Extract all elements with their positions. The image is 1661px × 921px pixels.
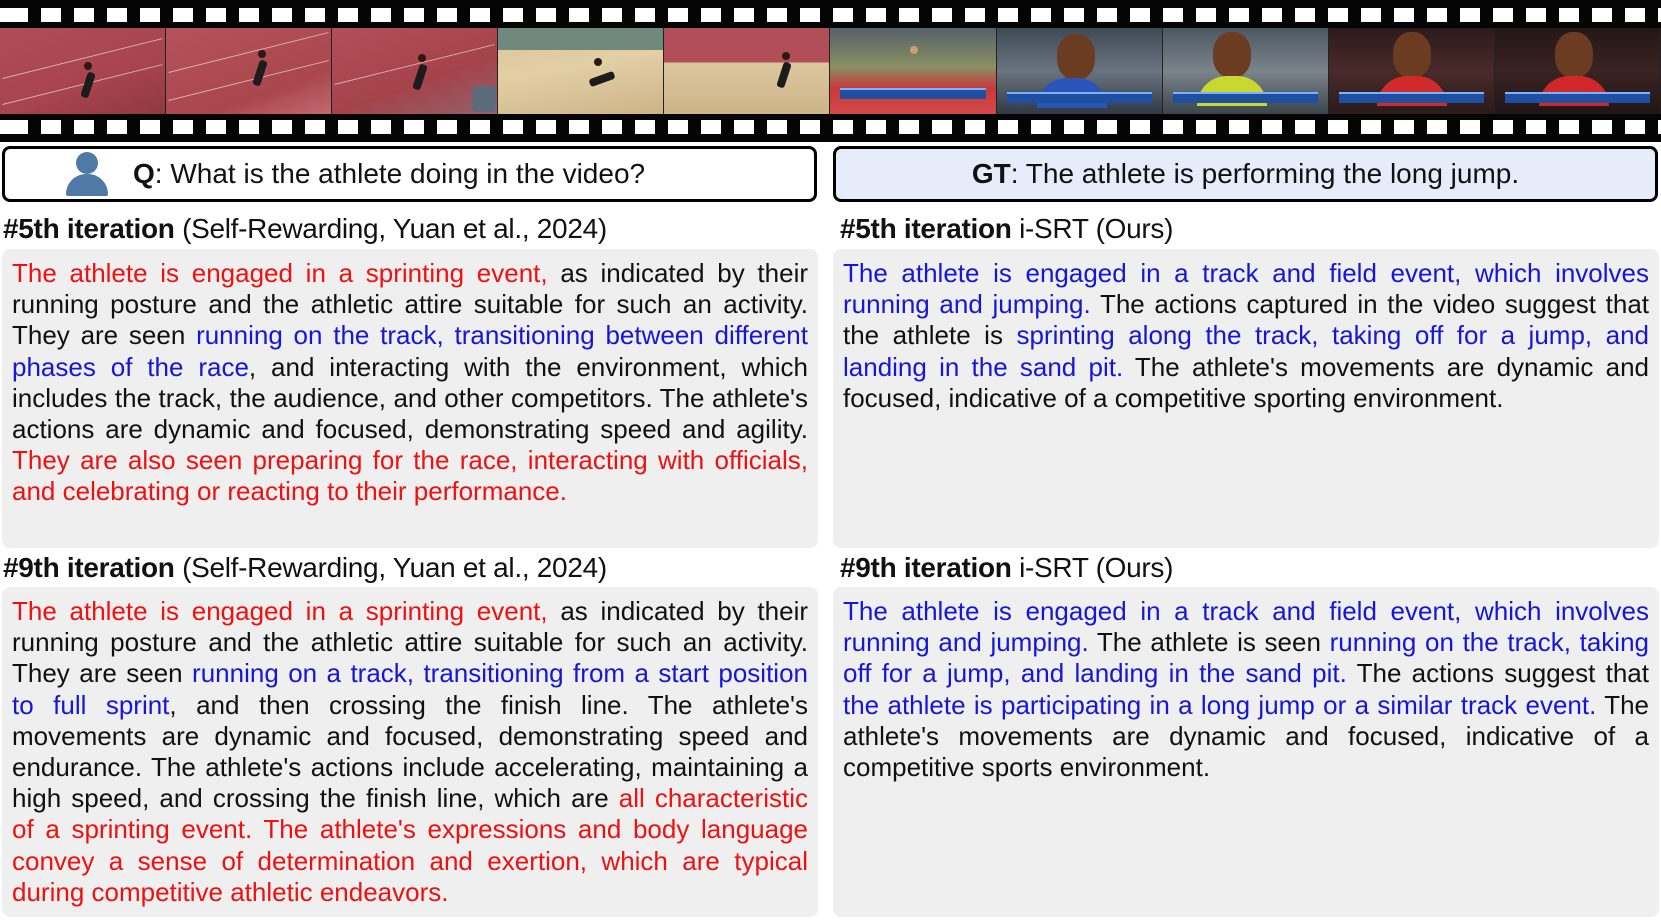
heading-method: i-SRT (Ours) — [1011, 213, 1174, 244]
text-segment: , and interacting with the environment, which includes the track, the audience, and other competitors. The athlete's actions are dynamic and focused, demonstrating speed and agility. — [12, 351, 808, 445]
question-box — [2, 146, 817, 202]
video-frame-7 — [997, 28, 1163, 114]
question-text: : What is the athlete doing in the video? — [154, 158, 646, 189]
text-segment: The actions captured in the video suggest that the athlete is — [843, 289, 1649, 351]
video-frame-9 — [1329, 28, 1495, 114]
correct-text-segment: The athlete is engaged in a track and field event, which involves running and jumping. — [843, 596, 1649, 658]
hallucinated-text-segment: The athlete is engaged in a sprinting event, — [12, 596, 548, 626]
video-frame-1 — [0, 28, 166, 114]
response-panel-ours-9th — [833, 587, 1659, 917]
film-sprocket-holes-top — [0, 8, 1661, 22]
correct-text-segment: running on the track, transitioning between different phases of the race — [12, 320, 808, 382]
heading-iteration: #5th iteration — [3, 213, 175, 244]
heading-baseline-9th — [3, 552, 607, 584]
text-segment: The athlete is seen — [1088, 627, 1330, 658]
heading-method: i-SRT (Ours) — [1011, 552, 1174, 583]
video-frames — [0, 28, 1661, 114]
hallucinated-text-segment: The athlete is engaged in a sprinting event, — [12, 258, 548, 288]
hallucinated-text-segment: all characteristic of a sprinting event. The athlete's expressions and body language convey a sense of determination and exertion, which are typical during competitive athletic endeavors. — [12, 783, 808, 907]
hallucinated-text-segment: They are also seen preparing for the race, interacting with officials, and celebrating or reacting to their performance. — [12, 445, 808, 507]
user-icon — [63, 150, 111, 198]
video-frame-3 — [332, 28, 498, 114]
response-panel-ours-5th — [833, 249, 1659, 548]
text-segment: The athlete's movements are dynamic and focused, indicative of a competitive sporting environment. — [843, 351, 1649, 413]
ground-truth-prefix: GT — [971, 158, 1011, 189]
heading-method: (Self-Rewarding, Yuan et al., 2024) — [174, 213, 607, 244]
video-frame-10 — [1495, 28, 1661, 114]
correct-text-segment: running on a track, transitioning from a start position to full sprint — [12, 658, 808, 720]
ground-truth-box — [833, 146, 1658, 202]
heading-iteration: #9th iteration — [840, 552, 1012, 583]
text-segment: , and then crossing the finish line. The athlete's movements are dynamic and focused, demonstrating speed and endurance. The athlete's actions include accelerating, maintaining a high speed, and crossing the finish line, which are — [12, 689, 808, 814]
text-segment: The athlete's movements are dynamic and focused, indicative of a competitive sports environment. — [843, 689, 1650, 783]
heading-ours-9th — [840, 552, 1173, 584]
correct-text-segment: running on the track, taking off for a jump, and landing in the sand pit. — [843, 627, 1649, 689]
video-frame-4 — [498, 28, 664, 114]
question-prefix: Q — [133, 158, 155, 189]
film-sprocket-holes-bottom — [0, 120, 1661, 134]
text-segment: The actions suggest that — [1346, 658, 1649, 689]
video-frame-6 — [830, 28, 996, 114]
response-panel-baseline-9th — [2, 587, 818, 917]
heading-ours-5th — [840, 213, 1173, 245]
video-frame-5 — [664, 28, 830, 114]
text-segment: as indicated by their running posture and the athletic attire suitable for such an activity. They are seen — [12, 258, 809, 351]
heading-iteration: #9th iteration — [3, 552, 175, 583]
video-film-strip — [0, 0, 1661, 142]
response-panel-baseline-5th — [2, 249, 818, 548]
correct-text-segment: sprinting along the track, taking off for a jump, and landing in the sand pit. — [843, 320, 1649, 382]
ground-truth-text: : The athlete is performing the long jump. — [1010, 158, 1520, 189]
heading-method: (Self-Rewarding, Yuan et al., 2024) — [174, 552, 607, 583]
correct-text-segment: the athlete is participating in a long jump or a similar track event. — [843, 689, 1597, 720]
correct-text-segment: The athlete is engaged in a track and field event, which involves running and jumping. — [843, 258, 1649, 320]
heading-iteration: #5th iteration — [840, 213, 1012, 244]
heading-baseline-5th — [3, 213, 607, 245]
video-frame-2 — [166, 28, 332, 114]
text-segment: as indicated by their running posture and the athletic attire suitable for such an activity. They are seen — [12, 596, 809, 689]
video-frame-8 — [1163, 28, 1329, 114]
